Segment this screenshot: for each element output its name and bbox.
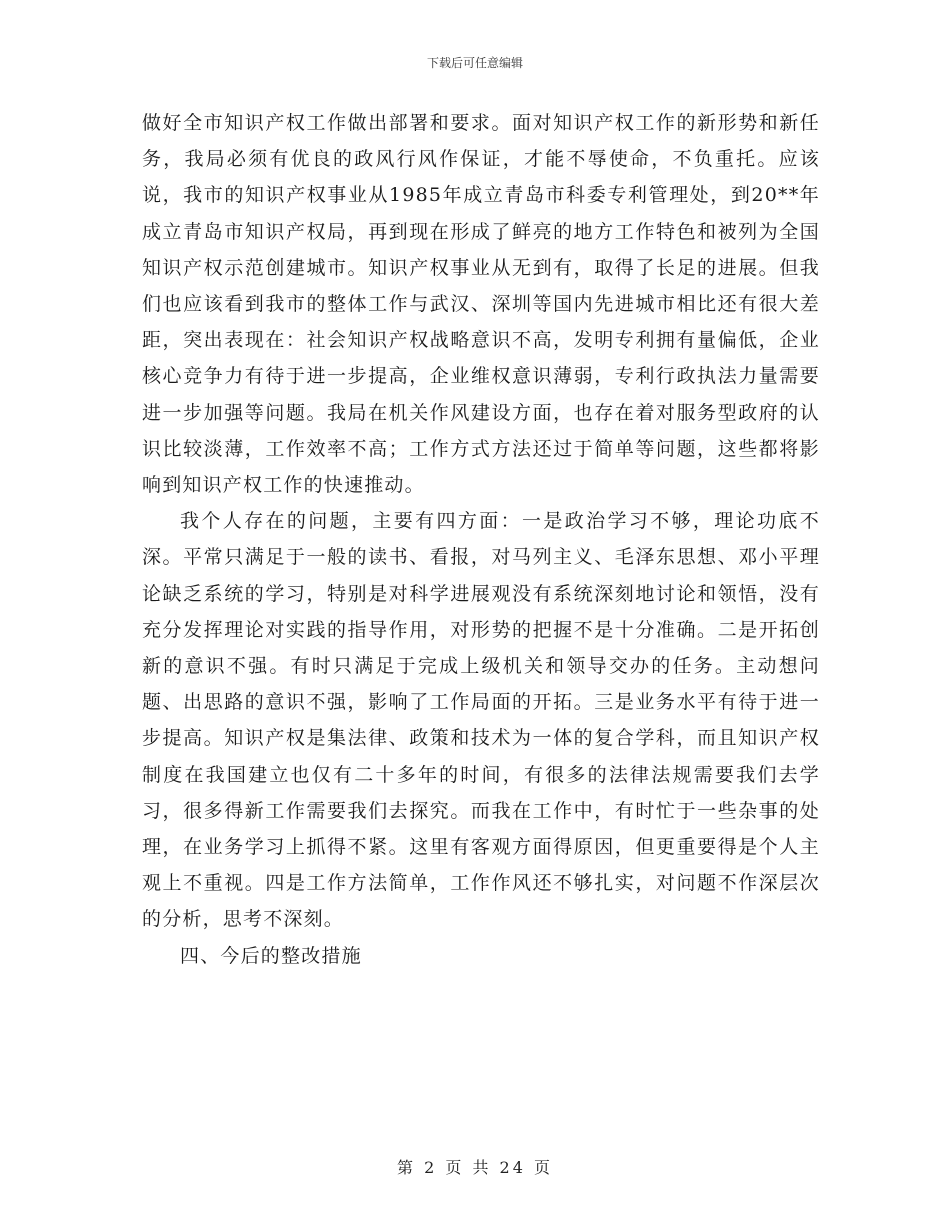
paragraph-2: 我个人存在的问题，主要有四方面：一是政治学习不够，理论功底不深。平常只满足于一般的读书、看报，对马列主义、毛泽东思想、邓小平理论缺乏系统的学习，特别是对科学进展观没有系统深刻地讨论和领悟，没有充分发挥理论对实践的指导作用，对形势的把握不是十分准确。二是开拓创新的意识不强。有时只满足于完成上级机关和领导交办的任务。主动想问题、出思路的意识不强，影响了工作局面的开拓。三是业务水平有待于进一步提高。知识产权是集法律、政策和技术为一体的复合学科，而且知识产权制度在我国建立也仅有二十多年的时间，有很多的法律法规需要我们去学习，很多得新工作需要我们去探究。而我在工作中，有时忙于一些杂事的处理，在业务学习上抓得不紧。这里有客观方面得原因，但更重要得是个人主观上不重视。四是工作方法简单，工作作风还不够扎实，对问题不作深层次的分析，思考不深刻。 <box>142 510 820 931</box>
section-heading: 四、今后的整改措施 <box>180 944 362 967</box>
page-number-footer: 第 2 页 共 24 页 <box>397 1158 553 1177</box>
document-body <box>142 105 820 974</box>
paragraph-1: 做好全市知识产权工作做出部署和要求。面对知识产权工作的新形势和新任务，我局必须有优良的政风行风作保证，才能不辱使命，不负重托。应该说，我市的知识产权事业从1985年成立青岛市科委专利管理处，到20**年成立青岛市知识产权局，再到现在形成了鲜亮的地方工作特色和被列为全国知识产权示范创建城市。知识产权事业从无到有，取得了长足的进展。但我们也应该看到我市的整体工作与武汉、深圳等国内先进城市相比还有很大差距，突出表现在：社会知识产权战略意识不高，发明专利拥有量偏低，企业核心竞争力有待于进一步提高，企业维权意识薄弱，专利行政执法力量需要进一步加强等问题。我局在机关作风建设方面，也存在着对服务型政府的认识比较淡薄，工作效率不高；工作方式方法还过于简单等问题，这些都将影响到知识产权工作的快速推动。 <box>142 112 820 497</box>
page-header: 下载后可任意编辑 <box>426 56 523 70</box>
